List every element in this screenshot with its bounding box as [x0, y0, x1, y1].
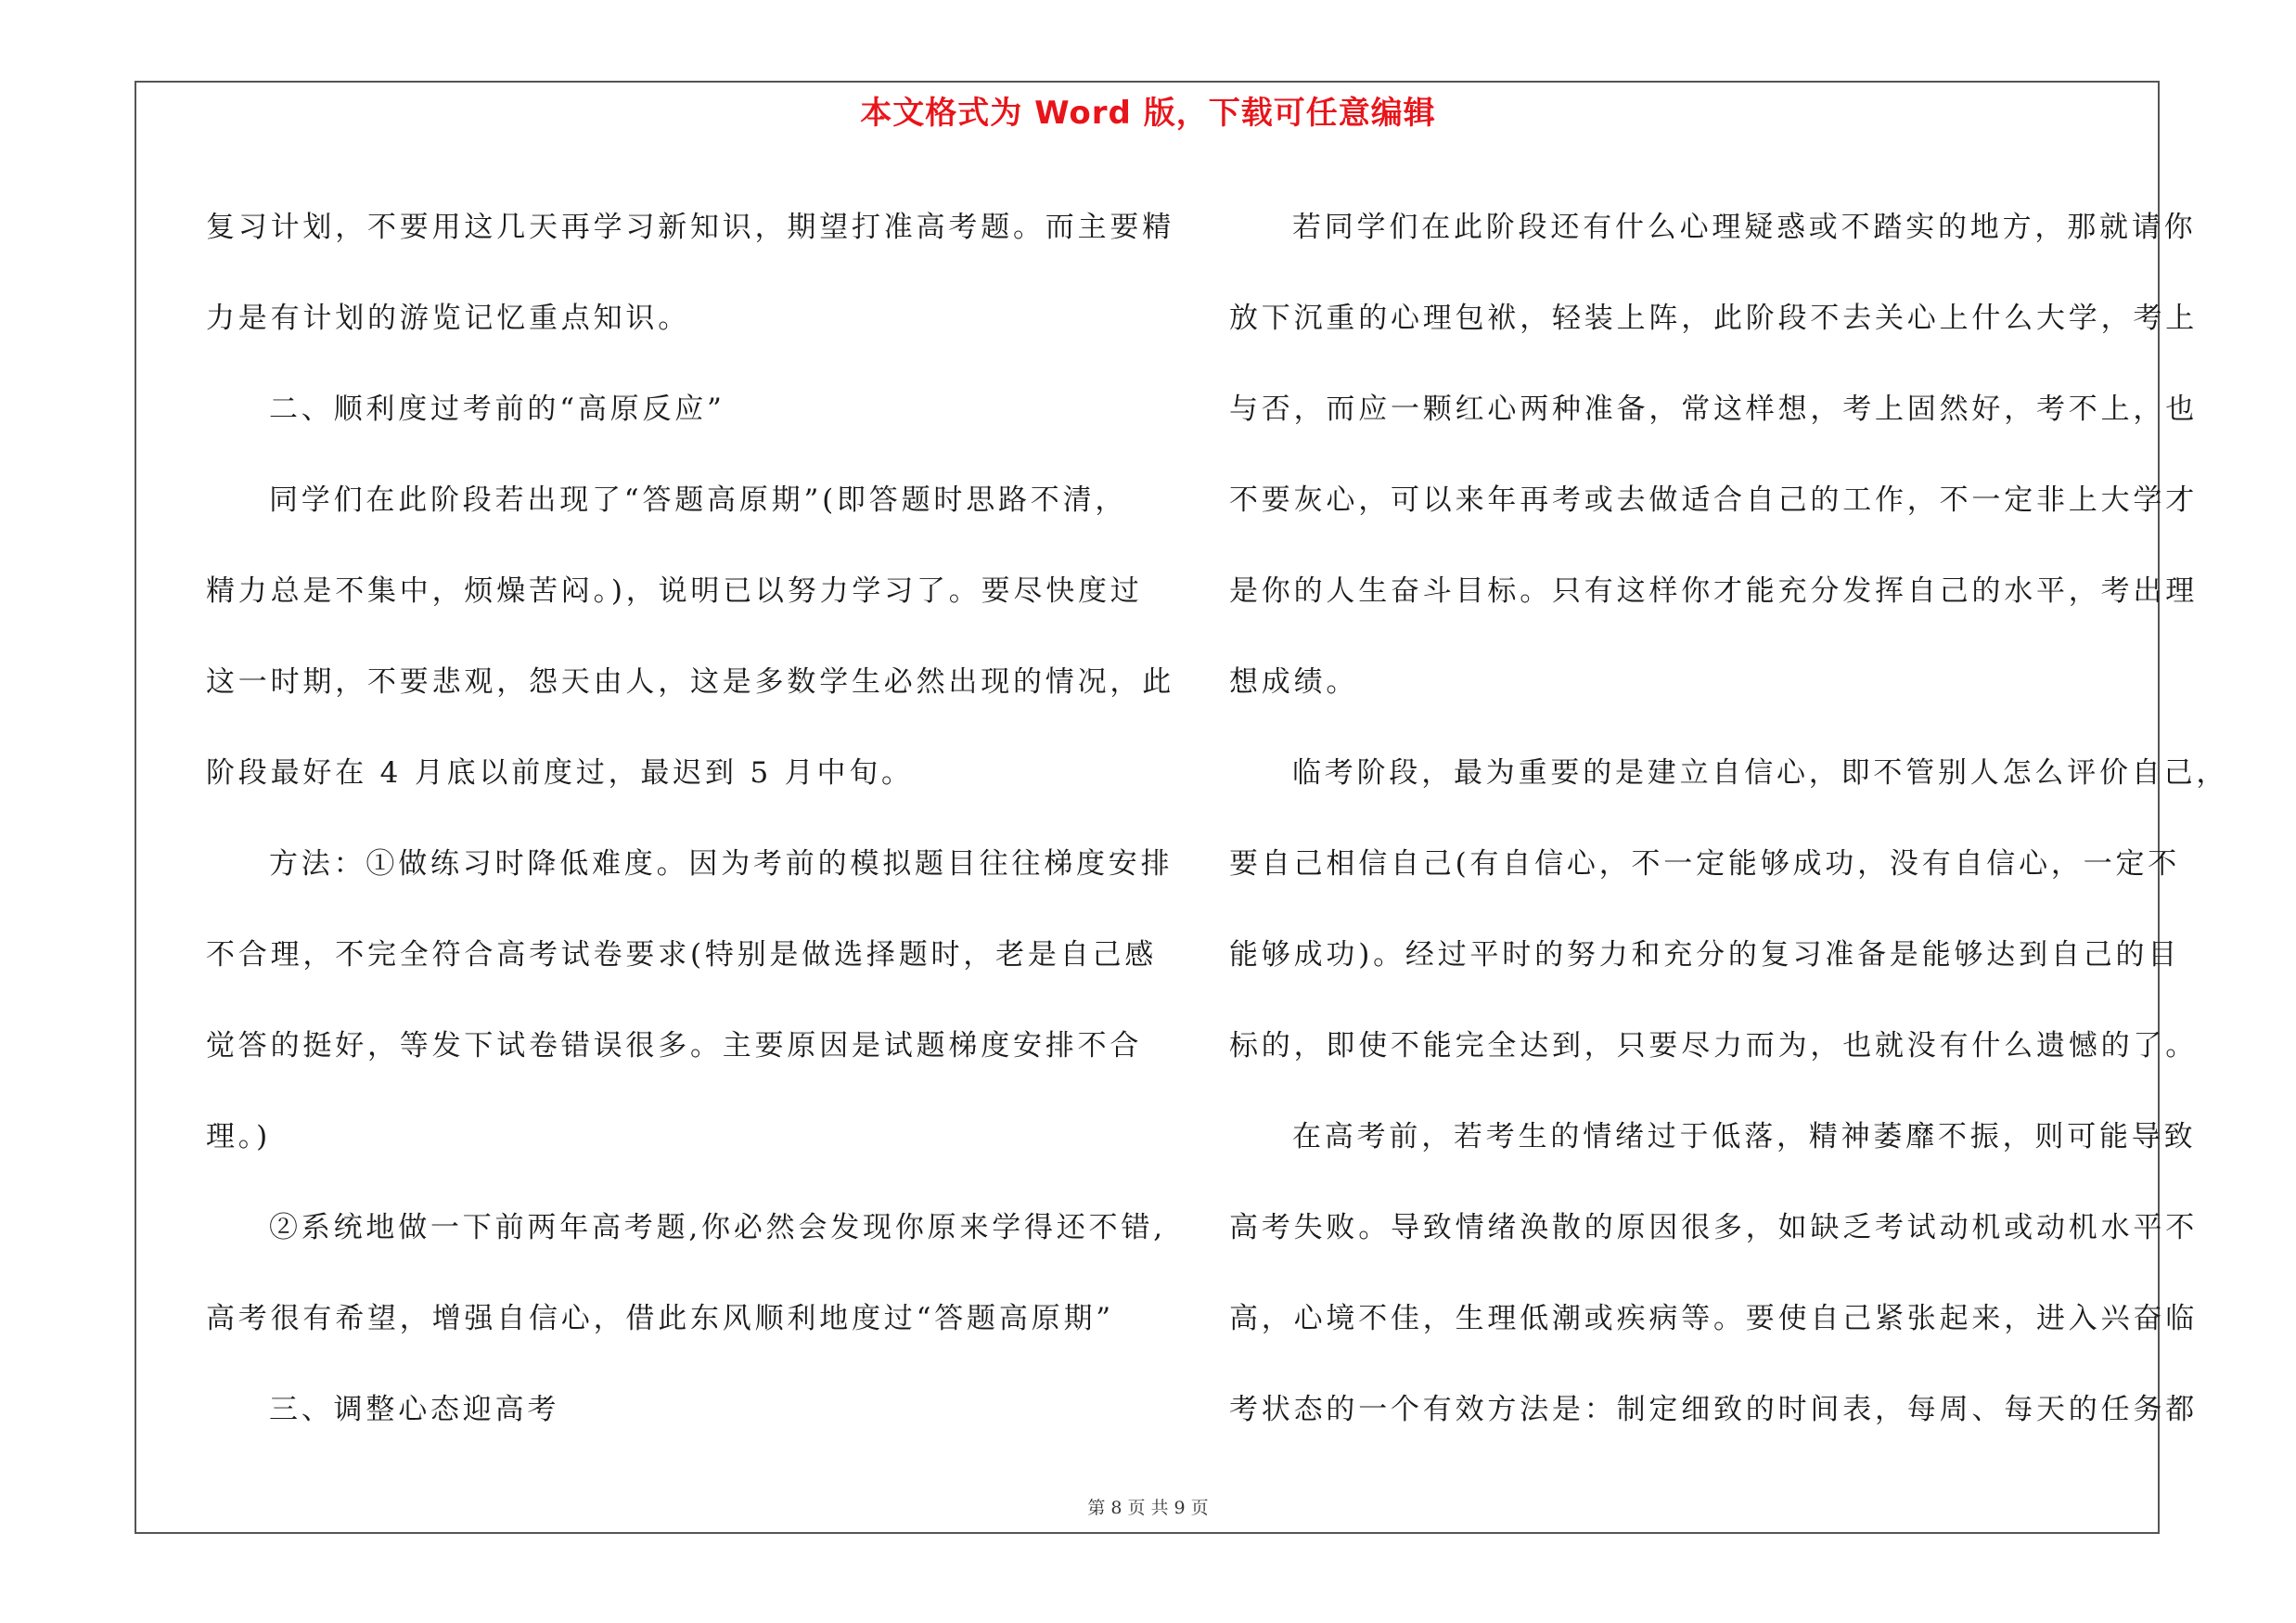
text-line: ②系统地做一下前两年高考题,你必然会发现你原来学得还不错,	[269, 1211, 1166, 1244]
text-line: 不合理，不完全符合高考试卷要求(特别是做选择题时，老是自己感	[206, 938, 1158, 972]
text-line: 复习计划，不要用这几天再学习新知识，期望打准高考题。而主要精	[206, 211, 1174, 244]
left-column	[206, 182, 1174, 1455]
page-number-footer: 第 8 页 共 9 页	[1087, 1498, 1209, 1518]
text-line: 临考阶段，最为重要的是建立自信心，即不管别人怎么评价自己，	[1292, 756, 2229, 790]
text-line: 二、顺利度过考前的“高原反应”	[269, 393, 725, 426]
text-line: 不要灰心，可以来年再考或去做适合自己的工作，不一定非上大学才	[1229, 483, 2198, 517]
text-line: 在高考前，若考生的情绪过于低落，精神萎靡不振，则可能导致	[1292, 1120, 2197, 1153]
text-line: 阶段最好在 4 月底以前度过，最迟到 5 月中旬。	[206, 756, 914, 790]
text-line: 觉答的挺好，等发下试卷错误很多。主要原因是试题梯度安排不合	[206, 1029, 1143, 1063]
text-line: 能够成功)。经过平时的努力和充分的复习准备是能够达到自己的目	[1229, 938, 2181, 972]
text-line: 这一时期，不要悲观，怨天由人，这是多数学生必然出现的情况，此	[206, 665, 1174, 699]
text-line: 力是有计划的游览记忆重点知识。	[206, 302, 690, 335]
text-line: 高考很有希望，增强自信心，借此东风顺利地度过“答题高原期”	[206, 1302, 1114, 1335]
text-line: 方法：①做练习时降低难度。因为考前的模拟题目往往梯度安排	[269, 847, 1174, 881]
text-line: 考状态的一个有效方法是：制定细致的时间表，每周、每天的任务都	[1229, 1393, 2198, 1426]
text-line: 想成绩。	[1229, 665, 1359, 699]
text-line: 若同学们在此阶段还有什么心理疑惑或不踏实的地方，那就请你	[1292, 211, 2197, 244]
text-line: 高，心境不佳，生理低潮或疾病等。要使自己紧张起来，进入兴奋临	[1229, 1302, 2198, 1335]
text-line: 要自己相信自己(有自信心，不一定能够成功，没有自信心，一定不	[1229, 847, 2181, 881]
text-line: 是你的人生奋斗目标。只有这样你才能充分发挥自己的水平，考出理	[1229, 574, 2198, 608]
text-line: 高考失败。导致情绪涣散的原因很多，如缺乏考试动机或动机水平不	[1229, 1211, 2198, 1244]
right-column	[1229, 182, 2229, 1455]
text-line: 与否，而应一颗红心两种准备，常这样想，考上固然好，考不上，也	[1229, 393, 2198, 426]
text-line: 理。)	[206, 1120, 271, 1153]
text-line: 标的，即使不能完全达到，只要尽力而为，也就没有什么遗憾的了。	[1229, 1029, 2198, 1063]
text-line: 精力总是不集中，烦燥苦闷。)，说明已以努力学习了。要尽快度过	[206, 574, 1143, 608]
text-line: 放下沉重的心理包袱，轻装上阵，此阶段不去关心上什么大学，考上	[1229, 302, 2198, 335]
format-banner: 本文格式为 Word 版，下载可任意编辑	[860, 95, 1436, 132]
text-line: 三、调整心态迎高考	[269, 1393, 560, 1426]
text-line: 同学们在此阶段若出现了“答题高原期”(即答题时思路不清，	[269, 483, 1128, 517]
